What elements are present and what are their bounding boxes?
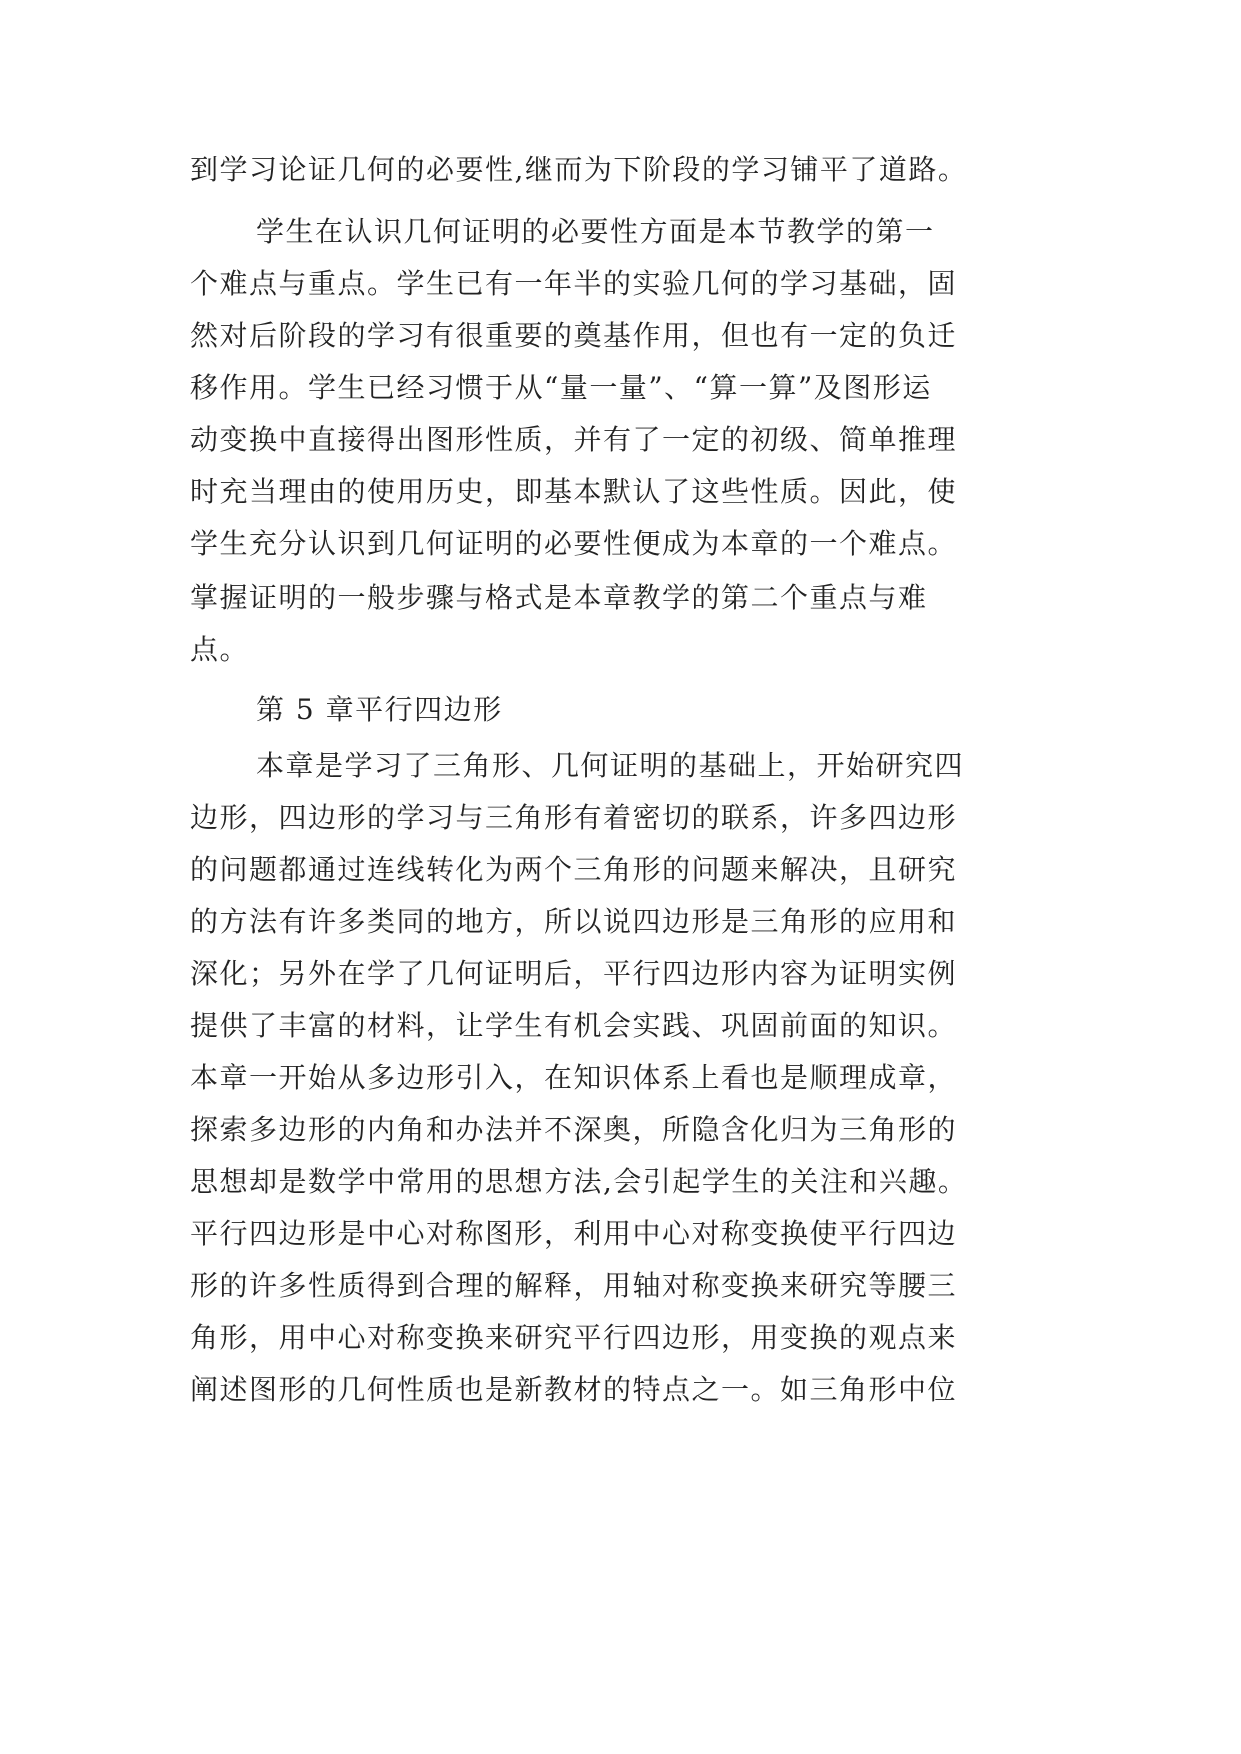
text-line: 的问题都通过连线转化为两个三角形的问题来解决，且研究 <box>190 853 958 886</box>
text-line: 阐述图形的几何性质也是新教材的特点之一。如三角形中位 <box>190 1373 958 1406</box>
text-line: 掌握证明的一般步骤与格式是本章教学的第二个重点与难 <box>190 581 928 614</box>
text-line: 个难点与重点。学生已有一年半的实验几何的学习基础，固 <box>190 267 958 300</box>
text-line: 动变换中直接得出图形性质，并有了一定的初级、简单推理 <box>190 423 958 456</box>
text-line: 思想却是数学中常用的思想方法,会引起学生的关注和兴趣。 <box>190 1165 968 1198</box>
text-line: 时充当理由的使用历史，即基本默认了这些性质。因此，使 <box>190 475 958 508</box>
section-heading: 第 5 章平行四边形 <box>256 693 503 726</box>
text-line: 移作用。学生已经习惯于从“量一量”、“算一算”及图形运 <box>190 371 932 404</box>
text-line: 学生在认识几何证明的必要性方面是本节教学的第一 <box>256 215 935 248</box>
text-line: 平行四边形是中心对称图形，利用中心对称变换使平行四边 <box>190 1217 958 1250</box>
text-line: 然对后阶段的学习有很重要的奠基作用，但也有一定的负迁 <box>190 319 958 352</box>
text-line: 到学习论证几何的必要性,继而为下阶段的学习铺平了道路。 <box>190 153 968 186</box>
text-line: 角形，用中心对称变换来研究平行四边形，用变换的观点来 <box>190 1321 958 1354</box>
text-line: 探索多边形的内角和办法并不深奥，所隐含化归为三角形的 <box>190 1113 958 1146</box>
text-line: 本章是学习了三角形、几何证明的基础上，开始研究四 <box>256 749 965 782</box>
text-line: 深化；另外在学了几何证明后，平行四边形内容为证明实例 <box>190 957 958 990</box>
text-line: 提供了丰富的材料，让学生有机会实践、巩固前面的知识。 <box>190 1009 958 1042</box>
text-line: 边形，四边形的学习与三角形有着密切的联系，许多四边形 <box>190 801 958 834</box>
text-line: 的方法有许多类同的地方，所以说四边形是三角形的应用和 <box>190 905 958 938</box>
text-line: 点。 <box>190 633 250 666</box>
text-line: 形的许多性质得到合理的解释，用轴对称变换来研究等腰三 <box>190 1269 958 1302</box>
text-line: 学生充分认识到几何证明的必要性便成为本章的一个难点。 <box>190 527 958 560</box>
text-line: 本章一开始从多边形引入，在知识体系上看也是顺理成章， <box>190 1061 958 1094</box>
